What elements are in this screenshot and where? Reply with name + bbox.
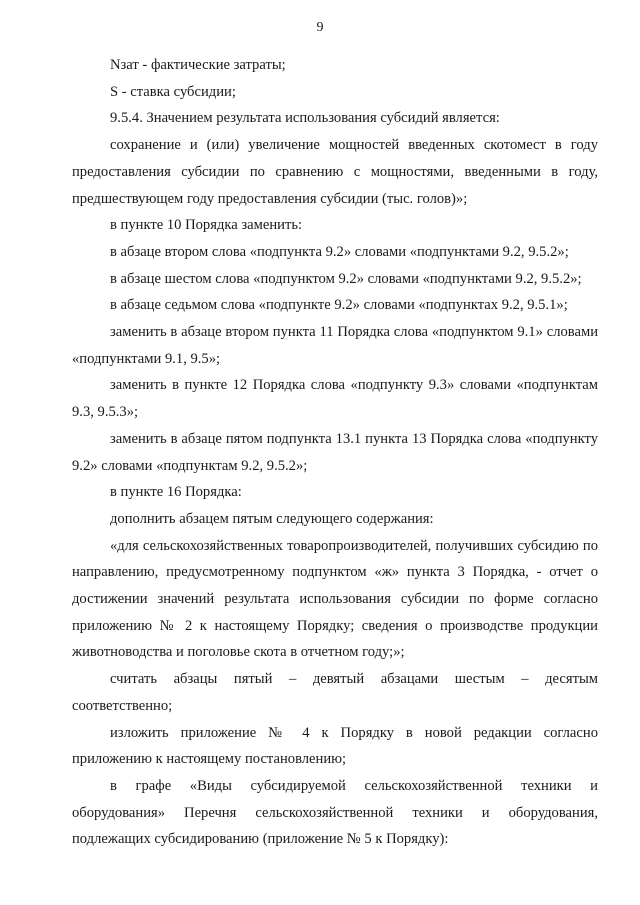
paragraph-s: S - ставка субсидии;: [110, 83, 236, 100]
paragraph-appendix-4: изложить приложение № 4 к Порядку в новой редакции согласно приложению к настоящему постановлению;: [72, 724, 598, 768]
paragraph-point-12: заменить в пункте 12 Порядка слова «подпункту 9.3» словами «подпунктам 9.3, 9.5.3»;: [72, 377, 598, 421]
paragraph-point-13: заменить в абзаце пятом подпункта 13.1 пункта 13 Порядка слова «подпункту 9.2» словами «подпунктам 9.2, 9.5.2»;: [72, 430, 598, 474]
paragraph-point-10: в пункте 10 Порядка заменить:: [110, 217, 303, 234]
document-body: [72, 52, 598, 853]
paragraph-column: в графе «Виды субсидируемой сельскохозяйственной техники и оборудования» Перечня сельскохозяйственной техники и оборудования, подлежащих субсидированию (приложение № 5 к Порядку):: [72, 777, 598, 848]
paragraph-9-5-4: 9.5.4. Значением результата использования субсидий является:: [110, 110, 500, 127]
paragraph-point-11: заменить в абзаце втором пункта 11 Порядка слова «подпунктом 9.1» словами «подпунктами 9.1, 9.5»;: [72, 324, 598, 367]
paragraph-abzac-6: в абзаце шестом слова «подпунктом 9.2» словами «подпунктами 9.2, 9.5.2»;: [110, 270, 582, 287]
page-number: 9: [316, 20, 324, 35]
paragraph-capacity: сохранение и (или) увеличение мощностей введенных скотомест в году предоставления субсидии по сравнению с мощностями, введенными в году, предшествующем году предоставления субсидии (тыс. голов)»;: [72, 137, 598, 207]
paragraph-abzac-2: в абзаце втором слова «подпункта 9.2» словами «подпунктами 9.2, 9.5.2»;: [110, 243, 569, 260]
paragraph-nzat: Nзат - фактические затраты;: [110, 57, 286, 73]
paragraph-quote: «для сельскохозяйственных товаропроизводителей, получивших субсидию по направлению, предусмотренному подпунктом «ж» пункта 3 Порядка, - отчет о достижении значений результата использования субсидии по форме согласно приложению № 2 к настоящему Порядку; сведения о производстве продукции животноводства и поголовье скота в отчетном году;»;: [72, 537, 598, 661]
paragraph-renumber: считать абзацы пятый – девятый абзацами шестым – десятым соответственно;: [72, 671, 598, 714]
paragraph-point-16: в пункте 16 Порядка:: [110, 484, 242, 501]
paragraph-add-abzac: дополнить абзацем пятым следующего содержания:: [110, 510, 434, 527]
paragraph-abzac-7: в абзаце седьмом слова «подпункте 9.2» словами «подпунктах 9.2, 9.5.1»;: [110, 297, 568, 314]
